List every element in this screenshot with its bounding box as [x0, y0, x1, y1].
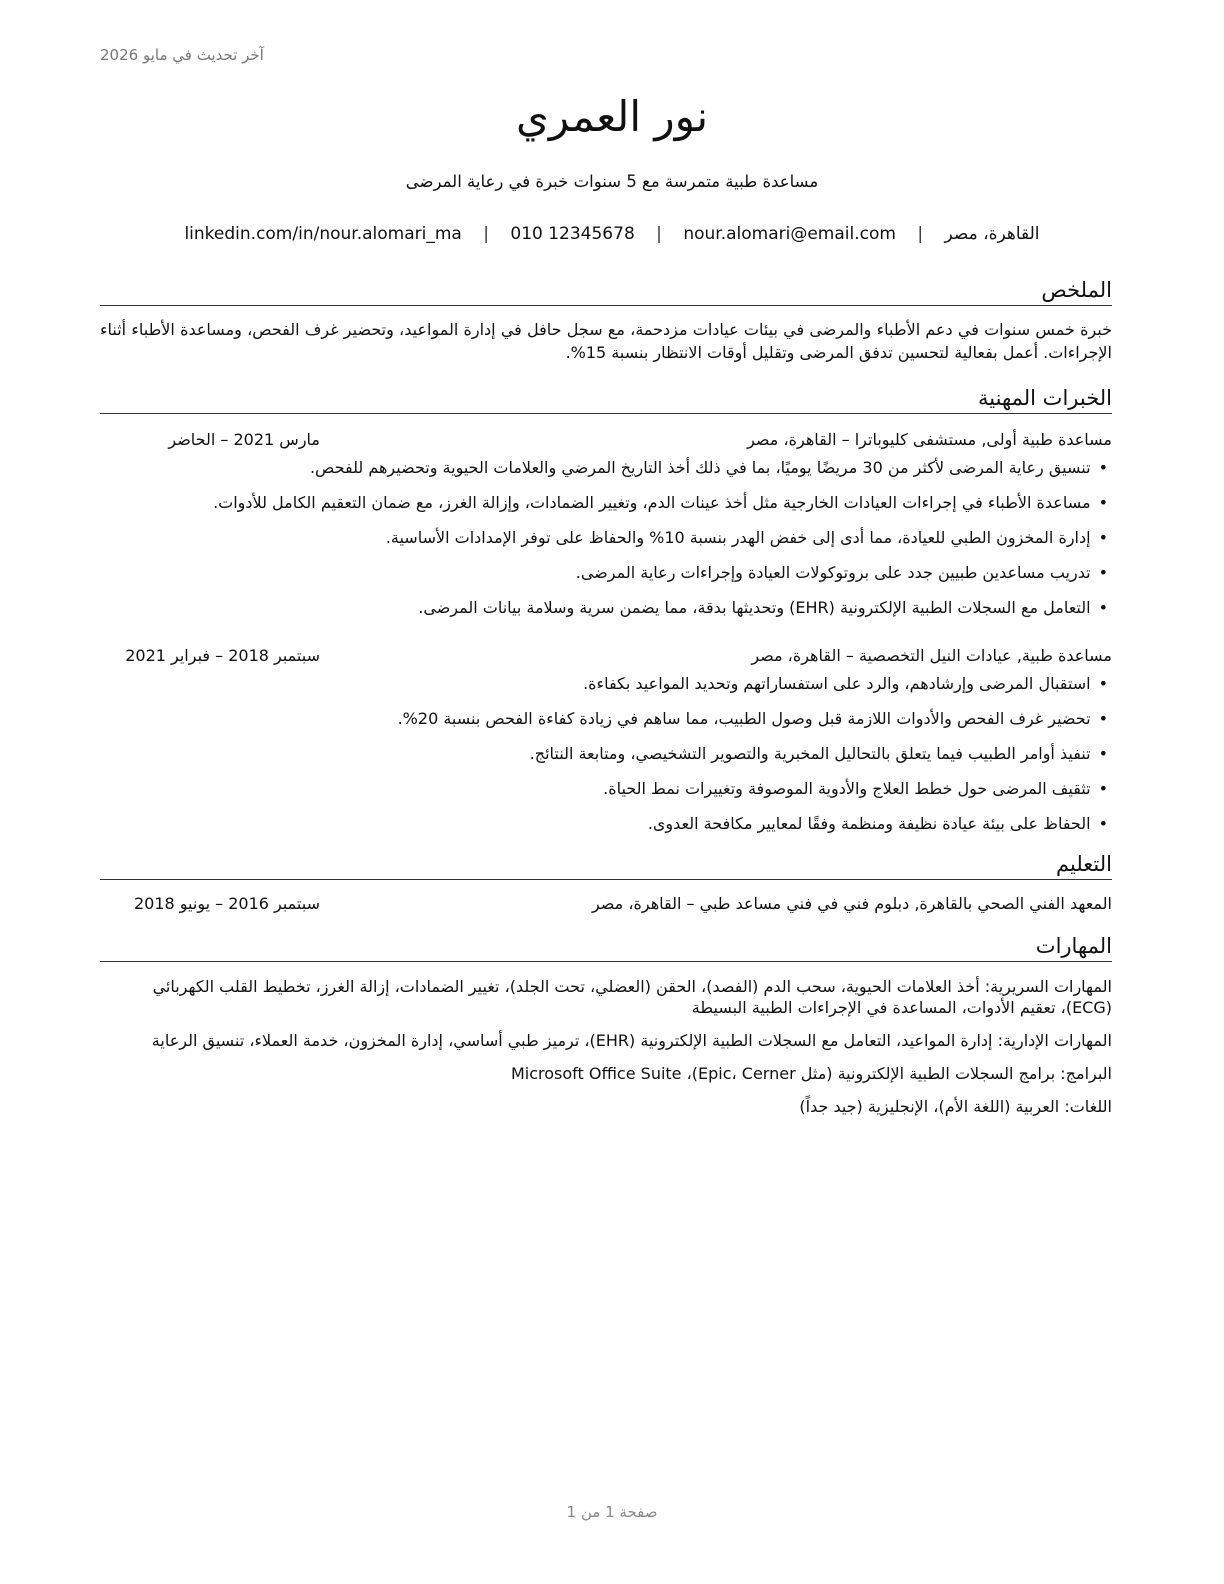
list-item: • تدريب مساعدين طبيين جدد على بروتوكولات العيادة وإجراءات رعاية المرضى.: [100, 561, 1112, 585]
education-title-org: المعهد الفني الصحي بالقاهرة, دبلوم فني في فني مساعد طبي – القاهرة، مصر: [591, 894, 1112, 913]
list-item: • التعامل مع السجلات الطبية الإلكترونية (EHR) وتحديثها بدقة، مما يضمن سرية وسلامة بيانات المرضى.: [100, 596, 1112, 620]
job-header: [100, 428, 1112, 452]
section-title-experience: الخبرات المهنية: [100, 384, 1112, 414]
list-item: • تثقيف المرضى حول خطط العلاج والأدوية الموصوفة وتغييرات نمط الحياة.: [100, 777, 1112, 801]
contact-separator: |: [656, 224, 662, 244]
job-dates: مارس 2021 – الحاضر: [168, 430, 320, 449]
job-bullets: [100, 672, 1112, 836]
list-item: • الحفاظ على بيئة عيادة نظيفة ومنظمة وفقًا لمعايير مكافحة العدوى.: [100, 812, 1112, 836]
experience-entry: [100, 644, 1112, 836]
candidate-name: نور العمري: [515, 92, 709, 141]
job-bullets: [100, 456, 1112, 620]
summary-text: خبرة خمس سنوات في دعم الأطباء والمرضى في بيئات عيادات مزدحمة، مع سجل حافل في إدارة المواعيد، وتحضير غرف الفحص، ومساعدة الأطباء أثناء الإجراءات. أعمل بفعالية لتحسين تدفق المرضى وتقليل أوقات الانتظار بنسبة 15%.: [100, 320, 1112, 362]
skills-administrative: المهارات الإدارية: إدارة المواعيد، التعامل مع السجلات الطبية الإلكترونية (EHR)، ترميز طبي أساسي، إدارة المخزون، خدمة العملاء، تنسيق الرعاية: [151, 1031, 1112, 1050]
section-title-summary: الملخص: [100, 276, 1112, 306]
job-header: [100, 644, 1112, 668]
job-title-org: مساعدة طبية, عيادات النيل التخصصية – القاهرة، مصر: [751, 646, 1112, 665]
contact-linkedin[interactable]: linkedin.com/in/nour.alomari_ma: [184, 224, 462, 244]
page-number: صفحة 1 من 1: [566, 1503, 658, 1521]
section-title-education: التعليم: [100, 850, 1112, 880]
skills-languages: اللغات: العربية (اللغة الأم)، الإنجليزية (جيد جداً): [799, 1097, 1112, 1116]
list-item: • استقبال المرضى وإرشادهم، والرد على استفساراتهم وتحديد المواعيد بكفاءة.: [100, 672, 1112, 696]
list-item: • تنسيق رعاية المرضى لأكثر من 30 مريضًا يوميًا، بما في ذلك أخذ التاريخ المرضي والعلامات الحيوية وتحضيرهم للفحص.: [100, 456, 1112, 480]
last-updated-text: آخر تحديث في مايو 2026: [100, 46, 264, 64]
list-item: • إدارة المخزون الطبي للعيادة، مما أدى إلى خفض الهدر بنسبة 10% والحفاظ على توفر الإمدادات الأساسية.: [100, 526, 1112, 550]
list-item: • مساعدة الأطباء في إجراءات العيادات الخارجية مثل أخذ عينات الدم، وتغيير الضمادات، وإزالة الغرز، مع ضمان التعقيم الكامل للأدوات.: [100, 491, 1112, 515]
contact-email[interactable]: nour.alomari@email.com: [683, 224, 896, 244]
headline-text: مساعدة طبية متمرسة مع 5 سنوات خبرة في رعاية المرضى: [405, 172, 819, 191]
contact-line: [0, 224, 1224, 244]
list-item: • تنفيذ أوامر الطبيب فيما يتعلق بالتحاليل المخبرية والتصوير التشخيصي، ومتابعة النتائج.: [100, 742, 1112, 766]
education-entry: [100, 892, 1112, 916]
experience-entry: [100, 428, 1112, 620]
contact-separator: |: [917, 224, 924, 244]
skills-software: البرامج: برامج السجلات الطبية الإلكترونية (مثل Epic، Cerner)، Microsoft Office Suite: [510, 1064, 1112, 1083]
contact-location: القاهرة، مصر: [944, 224, 1040, 244]
resume-content: [100, 276, 1112, 1129]
contact-phone[interactable]: 010 12345678: [510, 224, 635, 244]
education-dates: سبتمبر 2016 – يونيو 2018: [133, 894, 320, 913]
job-dates: سبتمبر 2018 – فبراير 2021: [125, 646, 320, 665]
skills-list: [100, 976, 1112, 1117]
contact-separator: |: [483, 224, 489, 244]
list-item: • تحضير غرف الفحص والأدوات اللازمة قبل وصول الطبيب، مما ساهم في زيادة كفاءة الفحص بنسبة 20%.: [100, 707, 1112, 731]
job-title-org: مساعدة طبية أولى, مستشفى كليوباترا – القاهرة، مصر: [747, 430, 1112, 449]
section-title-skills: المهارات: [100, 932, 1112, 962]
skills-clinical: المهارات السريرية: أخذ العلامات الحيوية، سحب الدم (الفصد)، الحقن (العضلي، تحت الجلد)، تغيير الضمادات، إزالة الغرز، تخطيط القلب الكهربائي (ECG)، تعقيم الأدوات، المساعدة في الإجراءات الطبية البسيطة: [152, 977, 1112, 1017]
